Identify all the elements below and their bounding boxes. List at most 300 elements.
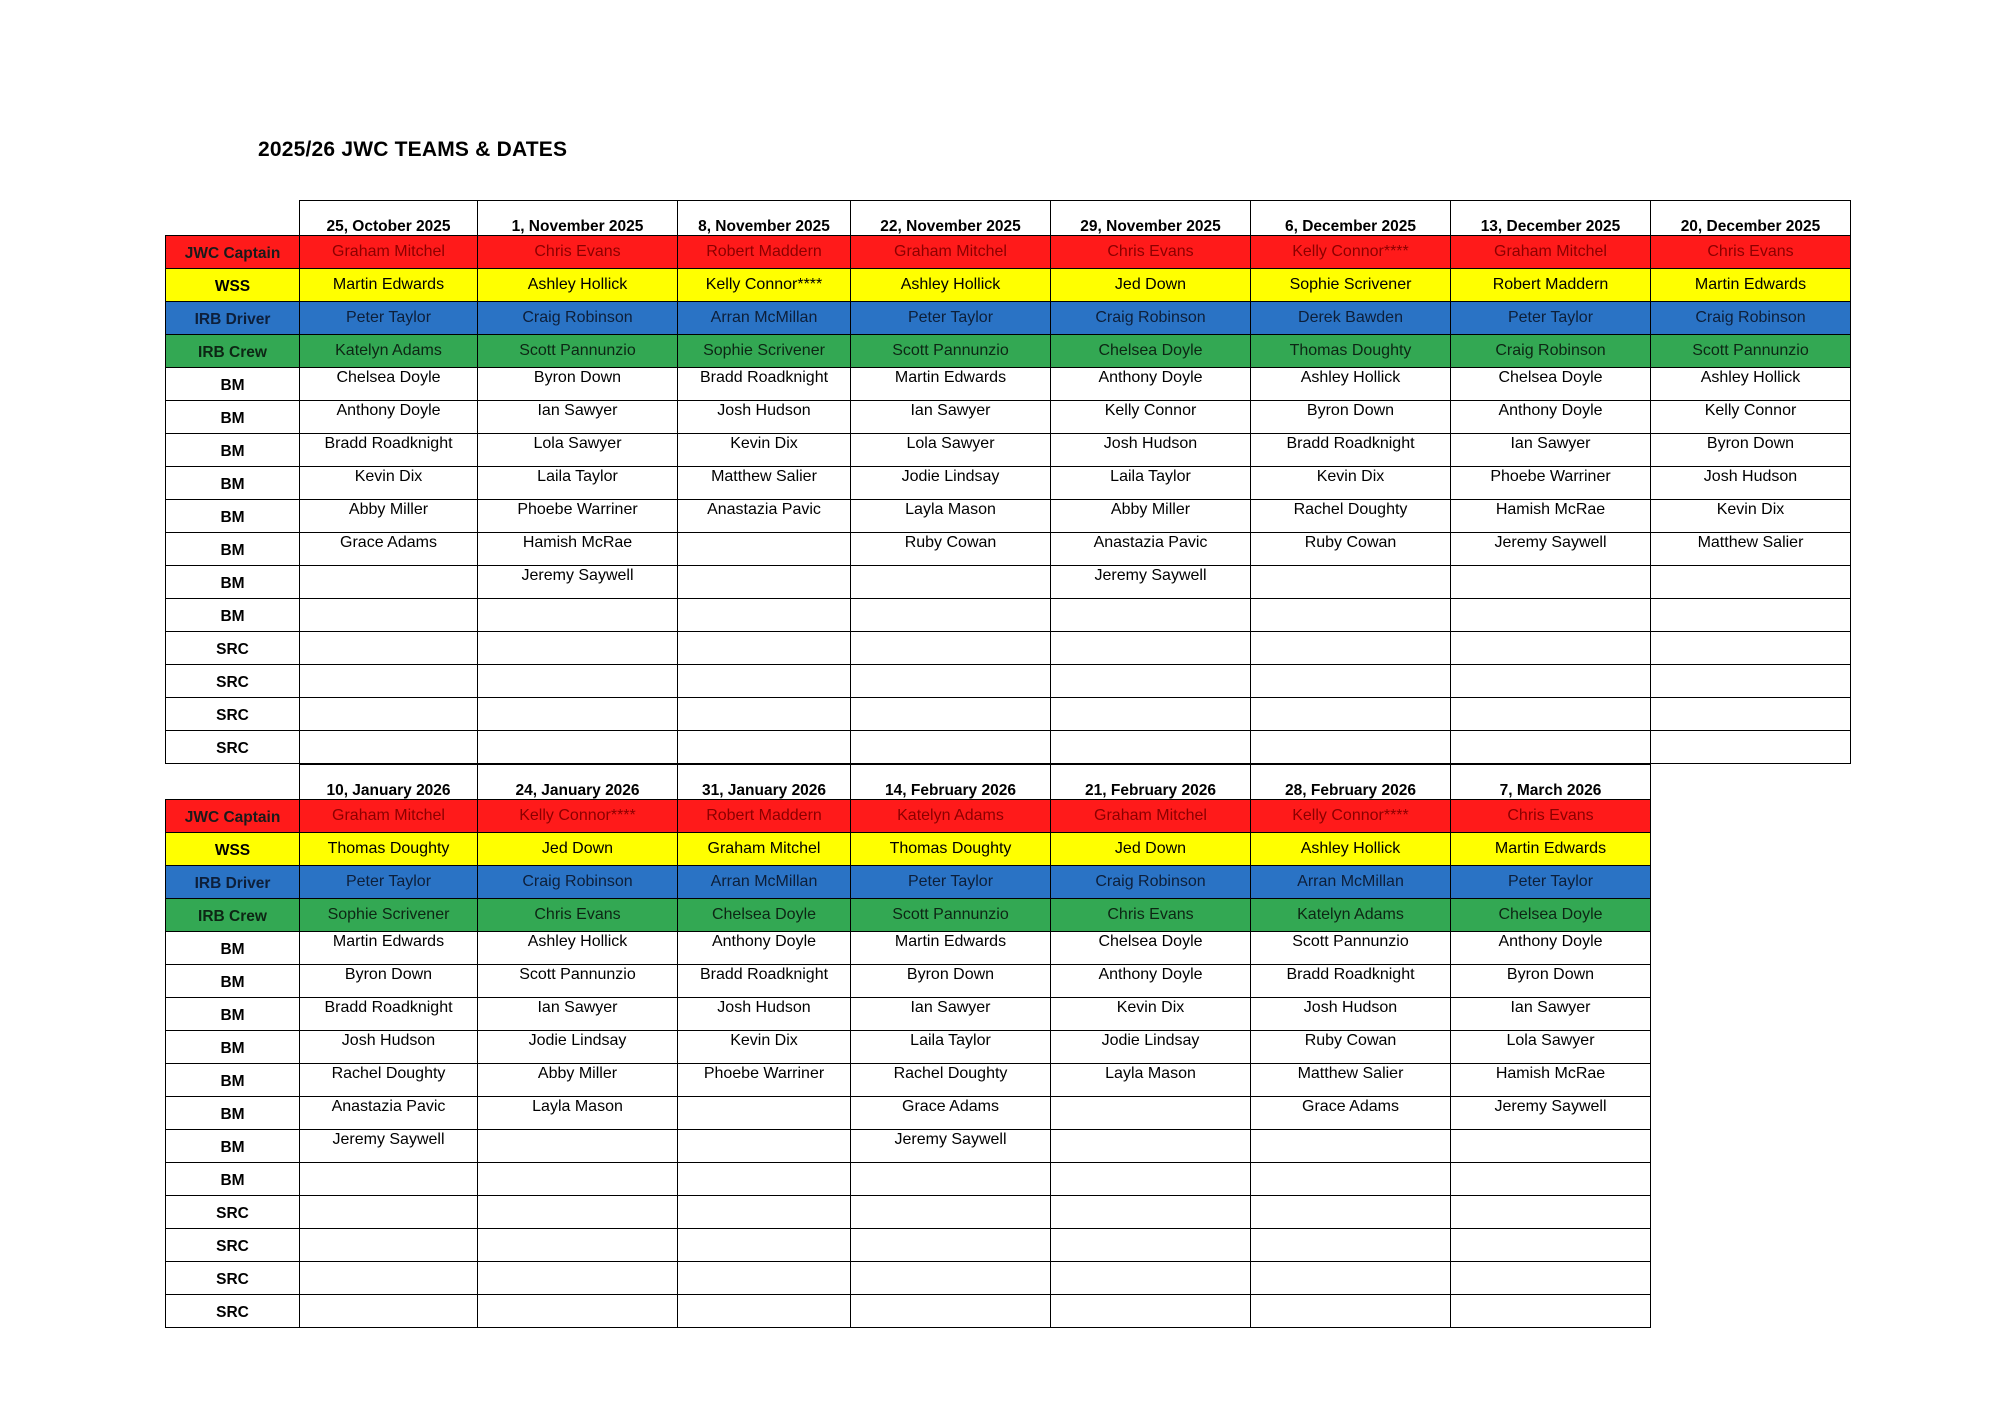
roster-cell: Laila Taylor (1051, 467, 1251, 500)
roster-cell (1051, 1229, 1251, 1262)
roster-cell (678, 1097, 851, 1130)
roster-cell: Hamish McRae (1451, 1064, 1651, 1097)
roster-cell: Hamish McRae (478, 533, 678, 566)
roster-cell: Byron Down (1451, 965, 1651, 998)
roster-cell: Josh Hudson (678, 401, 851, 434)
roster-cell: Anthony Doyle (1051, 368, 1251, 401)
role-label: BM (166, 401, 300, 434)
roster-cell: Layla Mason (478, 1097, 678, 1130)
roster-cell (478, 1295, 678, 1328)
roster-cell (478, 1130, 678, 1163)
roster-cell: Craig Robinson (1451, 335, 1651, 368)
roster-cell (1651, 665, 1851, 698)
roster-cell: Lola Sawyer (1451, 1031, 1651, 1064)
roster-cell: Robert Maddern (678, 800, 851, 833)
roster-cell (851, 1229, 1051, 1262)
roster-cell (1451, 566, 1651, 599)
roster-cell: Chris Evans (1451, 800, 1651, 833)
roster-cell: Jeremy Saywell (851, 1130, 1051, 1163)
roster-cell: Peter Taylor (1451, 302, 1651, 335)
role-label: BM (166, 998, 300, 1031)
roster-cell (1651, 731, 1851, 764)
roster-cell (678, 533, 851, 566)
roster-cell (851, 1163, 1051, 1196)
role-label: BM (166, 533, 300, 566)
roster-cell (300, 599, 478, 632)
bm-row (166, 533, 1851, 566)
roster-cell: Peter Taylor (1451, 866, 1651, 899)
roster-cell: Martin Edwards (851, 932, 1051, 965)
roster-cell: Lola Sawyer (851, 434, 1051, 467)
roster-cell: Katelyn Adams (1251, 899, 1451, 932)
roster-cell: Abby Miller (478, 1064, 678, 1097)
roster-cell (1451, 731, 1651, 764)
roster-cell: Matthew Salier (1651, 533, 1851, 566)
roster-cell (1051, 731, 1251, 764)
roster-cell: Scott Pannunzio (851, 335, 1051, 368)
roster-cell: Anastazia Pavic (678, 500, 851, 533)
date-header: 29, November 2025 (1051, 201, 1251, 236)
roster-cell: Kevin Dix (678, 1031, 851, 1064)
role-label: BM (166, 599, 300, 632)
header-corner (166, 765, 300, 800)
roster-cell (300, 1262, 478, 1295)
roster-cell (678, 1163, 851, 1196)
roster-cell: Martin Edwards (1451, 833, 1651, 866)
roster-cell: Anthony Doyle (678, 932, 851, 965)
roster-cell: Anastazia Pavic (300, 1097, 478, 1130)
roster-cell: Layla Mason (851, 500, 1051, 533)
src-row (166, 1229, 1651, 1262)
roster-cell: Jodie Lindsay (478, 1031, 678, 1064)
bm-row (166, 965, 1651, 998)
date-header: 6, December 2025 (1251, 201, 1451, 236)
roster-cell: Thomas Doughty (1251, 335, 1451, 368)
roster-cell: Sophie Scrivener (300, 899, 478, 932)
roster-cell (1051, 1262, 1251, 1295)
roster-cell (478, 731, 678, 764)
roster-cell (851, 599, 1051, 632)
role-label: IRB Crew (166, 335, 300, 368)
roster-cell: Anthony Doyle (300, 401, 478, 434)
roster-cell (478, 1196, 678, 1229)
roster-cell: Craig Robinson (1651, 302, 1851, 335)
wss-row (166, 833, 1651, 866)
roster-cell: Robert Maddern (1451, 269, 1651, 302)
roster-cell (478, 698, 678, 731)
src-row (166, 665, 1851, 698)
roster-cell: Josh Hudson (1651, 467, 1851, 500)
role-label: JWC Captain (166, 800, 300, 833)
roster-cell: Robert Maddern (678, 236, 851, 269)
src-row (166, 1295, 1651, 1328)
roster-cell: Jodie Lindsay (1051, 1031, 1251, 1064)
bm-row (166, 401, 1851, 434)
bm-row (166, 566, 1851, 599)
role-label: SRC (166, 1229, 300, 1262)
roster-cell (1051, 1163, 1251, 1196)
roster-cell (1451, 1295, 1651, 1328)
role-label: BM (166, 965, 300, 998)
roster-cell: Jodie Lindsay (851, 467, 1051, 500)
roster-cell: Anastazia Pavic (1051, 533, 1251, 566)
role-label: SRC (166, 632, 300, 665)
roster-cell: Scott Pannunzio (478, 335, 678, 368)
roster-cell: Ruby Cowan (1251, 1031, 1451, 1064)
role-label: SRC (166, 1295, 300, 1328)
src-row (166, 632, 1851, 665)
roster-cell (678, 1130, 851, 1163)
role-label: BM (166, 467, 300, 500)
roster-cell (300, 698, 478, 731)
roster-cell: Bradd Roadknight (300, 998, 478, 1031)
date-header: 24, January 2026 (478, 765, 678, 800)
roster-cell (478, 665, 678, 698)
roster-cell: Chelsea Doyle (678, 899, 851, 932)
roster-cell (1451, 1130, 1651, 1163)
roster-cell (1451, 1163, 1651, 1196)
role-label: SRC (166, 698, 300, 731)
roster-cell: Bradd Roadknight (1251, 965, 1451, 998)
roster-cell: Graham Mitchel (678, 833, 851, 866)
role-label: BM (166, 368, 300, 401)
irb-crew-row (166, 335, 1851, 368)
roster-cell: Peter Taylor (851, 302, 1051, 335)
roster-cell: Kevin Dix (1651, 500, 1851, 533)
roster-cell: Kevin Dix (300, 467, 478, 500)
roster-cell: Ian Sawyer (1451, 434, 1651, 467)
roster-cell (678, 698, 851, 731)
roster-cell: Scott Pannunzio (1251, 932, 1451, 965)
roster-cell (1651, 566, 1851, 599)
roster-cell: Phoebe Warriner (678, 1064, 851, 1097)
roster-cell: Graham Mitchel (851, 236, 1051, 269)
roster-cell (851, 731, 1051, 764)
bm-row (166, 434, 1851, 467)
roster-cell (1051, 698, 1251, 731)
roster-cell (678, 599, 851, 632)
roster-cell: Byron Down (1251, 401, 1451, 434)
date-header: 13, December 2025 (1451, 201, 1651, 236)
roster-cell: Chris Evans (1051, 899, 1251, 932)
roster-cell (478, 1163, 678, 1196)
roster-cell (1251, 731, 1451, 764)
roster-cell: Ian Sawyer (478, 401, 678, 434)
roster-cell: Laila Taylor (478, 467, 678, 500)
roster-cell: Jed Down (478, 833, 678, 866)
roster-cell (678, 731, 851, 764)
roster-cell (678, 632, 851, 665)
roster-cell (1051, 665, 1251, 698)
roster-cell: Chris Evans (478, 899, 678, 932)
roster-cell: Jeremy Saywell (300, 1130, 478, 1163)
src-row (166, 731, 1851, 764)
roster-cell (300, 1295, 478, 1328)
roster-cell: Ashley Hollick (851, 269, 1051, 302)
roster-table-jan-mar (165, 764, 1651, 1328)
date-header-row (166, 765, 1651, 800)
roster-cell: Anthony Doyle (1051, 965, 1251, 998)
roster-cell: Graham Mitchel (300, 800, 478, 833)
roster-cell: Jeremy Saywell (1451, 533, 1651, 566)
date-header: 20, December 2025 (1651, 201, 1851, 236)
roster-cell: Grace Adams (300, 533, 478, 566)
roster-cell: Ian Sawyer (478, 998, 678, 1031)
role-label: BM (166, 1031, 300, 1064)
irb-driver-row (166, 302, 1851, 335)
roster-cell: Graham Mitchel (300, 236, 478, 269)
date-header: 14, February 2026 (851, 765, 1051, 800)
roster-cell: Phoebe Warriner (478, 500, 678, 533)
role-label: WSS (166, 269, 300, 302)
header-corner (166, 201, 300, 236)
roster-cell: Craig Robinson (478, 302, 678, 335)
roster-cell: Jeremy Saywell (478, 566, 678, 599)
bm-row (166, 500, 1851, 533)
roster-cell: Abby Miller (300, 500, 478, 533)
roster-cell: Bradd Roadknight (678, 965, 851, 998)
roster-cell (1251, 1295, 1451, 1328)
roster-cell: Jed Down (1051, 269, 1251, 302)
roster-cell: Ruby Cowan (851, 533, 1051, 566)
roster-cell (300, 1229, 478, 1262)
roster-cell: Peter Taylor (300, 866, 478, 899)
roster-cell (478, 1229, 678, 1262)
roster-cell (1051, 599, 1251, 632)
roster-cell: Kelly Connor**** (1251, 236, 1451, 269)
roster-cell: Ashley Hollick (1651, 368, 1851, 401)
roster-cell: Byron Down (478, 368, 678, 401)
roster-cell (1251, 566, 1451, 599)
bm-row (166, 932, 1651, 965)
date-header: 21, February 2026 (1051, 765, 1251, 800)
roster-cell (300, 566, 478, 599)
roster-cell (1251, 599, 1451, 632)
roster-cell (300, 632, 478, 665)
roster-cell: Josh Hudson (1251, 998, 1451, 1031)
roster-cell: Laila Taylor (851, 1031, 1051, 1064)
roster-cell (1051, 1130, 1251, 1163)
role-label: SRC (166, 665, 300, 698)
roster-cell: Matthew Salier (1251, 1064, 1451, 1097)
roster-cell: Abby Miller (1051, 500, 1251, 533)
roster-cell (1251, 665, 1451, 698)
roster-cell: Ian Sawyer (851, 998, 1051, 1031)
date-header: 8, November 2025 (678, 201, 851, 236)
role-label: SRC (166, 1196, 300, 1229)
roster-cell: Martin Edwards (300, 269, 478, 302)
roster-table-oct-dec (165, 200, 1851, 764)
roster-cell: Arran McMillan (678, 866, 851, 899)
roster-cell: Rachel Doughty (1251, 500, 1451, 533)
role-label: IRB Driver (166, 302, 300, 335)
page-title: 2025/26 JWC TEAMS & DATES (258, 138, 568, 161)
roster-cell: Jeremy Saywell (1451, 1097, 1651, 1130)
roster-cell: Jed Down (1051, 833, 1251, 866)
roster-cell: Kelly Connor**** (1251, 800, 1451, 833)
roster-cell: Jeremy Saywell (1051, 566, 1251, 599)
roster-cell: Sophie Scrivener (1251, 269, 1451, 302)
date-header: 22, November 2025 (851, 201, 1051, 236)
roster-cell: Peter Taylor (851, 866, 1051, 899)
role-label: IRB Driver (166, 866, 300, 899)
roster-cell (300, 1163, 478, 1196)
roster-cell (1051, 632, 1251, 665)
date-header: 31, January 2026 (678, 765, 851, 800)
roster-cell (851, 698, 1051, 731)
roster-cell: Grace Adams (1251, 1097, 1451, 1130)
roster-cell: Chelsea Doyle (300, 368, 478, 401)
jwc-captain-row (166, 800, 1651, 833)
roster-cell: Kelly Connor**** (678, 269, 851, 302)
bm-row (166, 1031, 1651, 1064)
bm-row (166, 467, 1851, 500)
role-label: BM (166, 1064, 300, 1097)
roster-cell: Craig Robinson (1051, 866, 1251, 899)
roster-cell: Graham Mitchel (1051, 800, 1251, 833)
roster-cell: Ruby Cowan (1251, 533, 1451, 566)
roster-cell: Chris Evans (1651, 236, 1851, 269)
roster-cell: Scott Pannunzio (851, 899, 1051, 932)
roster-cell (300, 731, 478, 764)
roster-cell (1251, 1196, 1451, 1229)
roster-cell: Scott Pannunzio (1651, 335, 1851, 368)
roster-cell: Chelsea Doyle (1451, 368, 1651, 401)
roster-cell: Josh Hudson (1051, 434, 1251, 467)
date-header: 1, November 2025 (478, 201, 678, 236)
roster-cell (478, 599, 678, 632)
roster-cell: Kevin Dix (1051, 998, 1251, 1031)
src-row (166, 698, 1851, 731)
roster-cell: Josh Hudson (300, 1031, 478, 1064)
roster-cell (678, 1196, 851, 1229)
roster-cell: Thomas Doughty (300, 833, 478, 866)
roster-cell (851, 1196, 1051, 1229)
role-label: JWC Captain (166, 236, 300, 269)
roster-cell: Derek Bawden (1251, 302, 1451, 335)
date-header-row (166, 201, 1851, 236)
roster-cell (1251, 1262, 1451, 1295)
roster-cell: Arran McMillan (1251, 866, 1451, 899)
role-label: BM (166, 1163, 300, 1196)
role-label: BM (166, 500, 300, 533)
src-row (166, 1262, 1651, 1295)
roster-cell: Hamish McRae (1451, 500, 1651, 533)
roster-cell: Graham Mitchel (1451, 236, 1651, 269)
roster-cell: Chelsea Doyle (1051, 335, 1251, 368)
roster-cell (1051, 1097, 1251, 1130)
roster-cell: Josh Hudson (678, 998, 851, 1031)
roster-cell (678, 1229, 851, 1262)
role-label: BM (166, 932, 300, 965)
roster-cell: Bradd Roadknight (678, 368, 851, 401)
jwc-captain-row (166, 236, 1851, 269)
roster-cell (478, 632, 678, 665)
roster-cell: Byron Down (851, 965, 1051, 998)
role-label: SRC (166, 1262, 300, 1295)
roster-cell: Byron Down (1651, 434, 1851, 467)
bm-row (166, 1130, 1651, 1163)
roster-cell: Anthony Doyle (1451, 932, 1651, 965)
bm-row (166, 599, 1851, 632)
roster-cell: Chelsea Doyle (1451, 899, 1651, 932)
roster-cell: Chris Evans (478, 236, 678, 269)
roster-cell: Thomas Doughty (851, 833, 1051, 866)
irb-driver-row (166, 866, 1651, 899)
bm-row (166, 368, 1851, 401)
date-header: 25, October 2025 (300, 201, 478, 236)
roster-cell (851, 1295, 1051, 1328)
roster-cell: Ian Sawyer (1451, 998, 1651, 1031)
role-label: IRB Crew (166, 899, 300, 932)
roster-cell: Ashley Hollick (478, 932, 678, 965)
roster-cell: Rachel Doughty (300, 1064, 478, 1097)
roster-cell: Arran McMillan (678, 302, 851, 335)
role-label: BM (166, 566, 300, 599)
roster-cell: Chris Evans (1051, 236, 1251, 269)
roster-cell: Layla Mason (1051, 1064, 1251, 1097)
bm-row (166, 998, 1651, 1031)
roster-cell: Katelyn Adams (851, 800, 1051, 833)
roster-cell (1251, 1130, 1451, 1163)
roster-cell (678, 665, 851, 698)
roster-cell: Martin Edwards (851, 368, 1051, 401)
roster-cell: Anthony Doyle (1451, 401, 1651, 434)
roster-cell: Ashley Hollick (478, 269, 678, 302)
roster-cell (1051, 1196, 1251, 1229)
src-row (166, 1196, 1651, 1229)
roster-cell: Grace Adams (851, 1097, 1051, 1130)
roster-cell: Ashley Hollick (1251, 368, 1451, 401)
roster-cell: Kelly Connor**** (478, 800, 678, 833)
roster-cell (1651, 599, 1851, 632)
role-label: WSS (166, 833, 300, 866)
roster-cell: Kevin Dix (678, 434, 851, 467)
roster-cell (1451, 632, 1651, 665)
roster-cell: Martin Edwards (300, 932, 478, 965)
roster-cell: Ashley Hollick (1251, 833, 1451, 866)
roster-cell: Kevin Dix (1251, 467, 1451, 500)
roster-cell (1251, 632, 1451, 665)
roster-cell: Matthew Salier (678, 467, 851, 500)
roster-cell: Scott Pannunzio (478, 965, 678, 998)
roster-cell (1251, 698, 1451, 731)
roster-cell: Sophie Scrivener (678, 335, 851, 368)
date-header: 7, March 2026 (1451, 765, 1651, 800)
roster-cell (478, 1262, 678, 1295)
roster-cell (1451, 1196, 1651, 1229)
roster-cell (678, 1262, 851, 1295)
roster-cell: Rachel Doughty (851, 1064, 1051, 1097)
roster-cell: Katelyn Adams (300, 335, 478, 368)
irb-crew-row (166, 899, 1651, 932)
roster-cell (678, 1295, 851, 1328)
roster-cell: Lola Sawyer (478, 434, 678, 467)
roster-cell (851, 1262, 1051, 1295)
roster-cell (1051, 1295, 1251, 1328)
roster-cell (1451, 665, 1651, 698)
roster-cell: Phoebe Warriner (1451, 467, 1651, 500)
roster-cell (851, 632, 1051, 665)
roster-cell (1451, 698, 1651, 731)
bm-row (166, 1064, 1651, 1097)
roster-cell: Martin Edwards (1651, 269, 1851, 302)
roster-cell (1251, 1229, 1451, 1262)
roster-cell (1451, 599, 1651, 632)
roster-cell (1451, 1262, 1651, 1295)
roster-cell (1651, 698, 1851, 731)
roster-cell: Craig Robinson (1051, 302, 1251, 335)
